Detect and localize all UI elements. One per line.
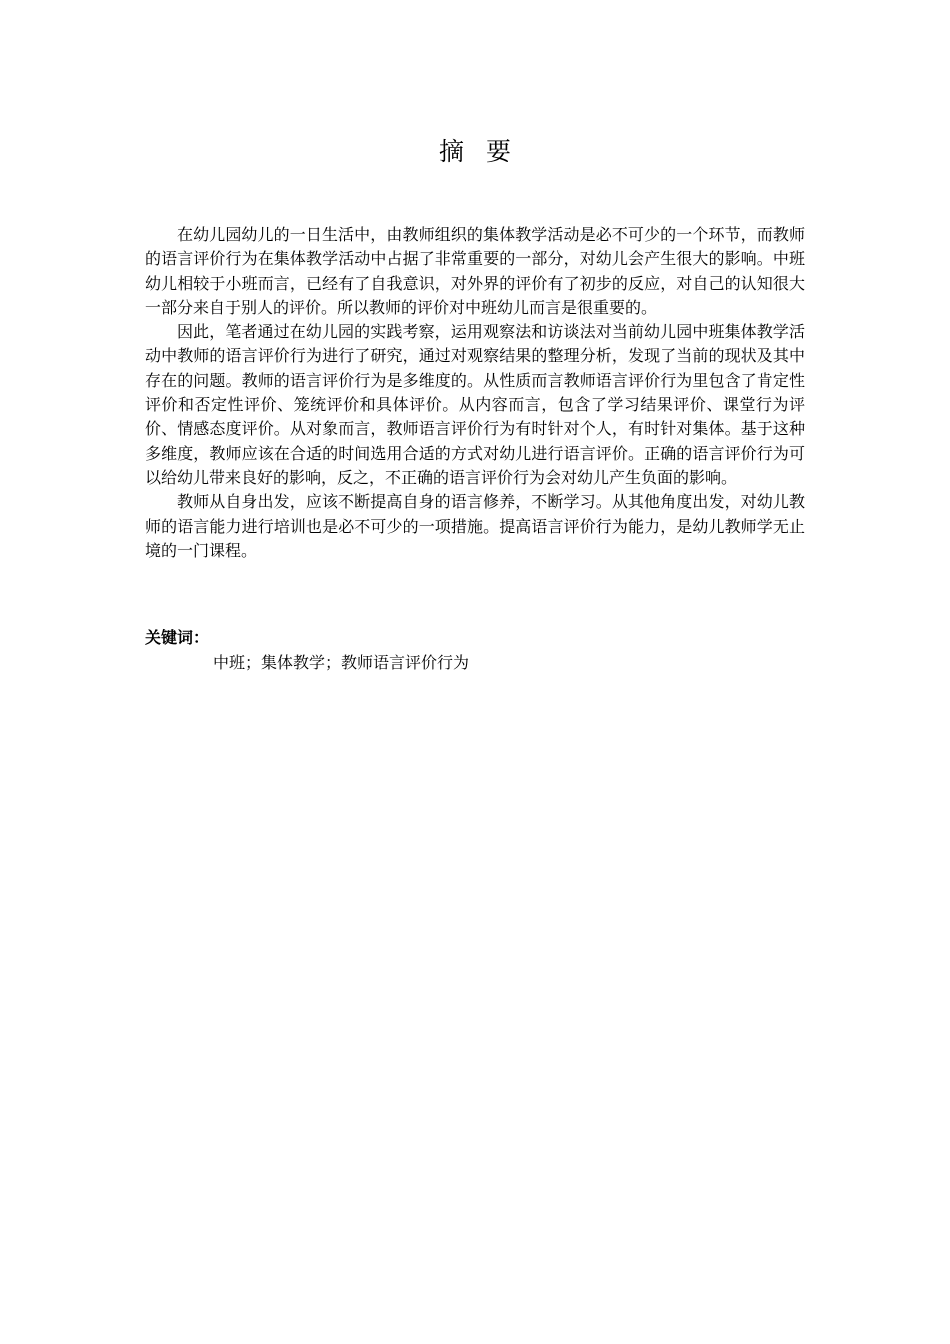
keywords-label: 关键词：: [145, 628, 210, 647]
abstract-title: 摘要: [438, 137, 533, 166]
abstract-paragraph-3: 教师从自身出发，应该不断提高自身的语言修养，不断学习。从其他角度出发，对幼儿教师的语言能力进行培训也是必不可少的一项措施。提高语言评价行为能力，是幼儿教师学无止境的一门课程。: [145, 492, 805, 560]
keywords-values: 中班；集体教学；教师语言评价行为: [213, 653, 470, 672]
abstract-paragraph-2: 因此，笔者通过在幼儿园的实践考察，运用观察法和访谈法对当前幼儿园中班集体教学活动中教师的语言评价行为进行了研究，通过对观察结果的整理分析，发现了当前的现状及其中存在的问题。教师的语言评价行为是多维度的。从性质而言教师语言评价行为里包含了肯定性评价和否定性评价、笼统评价和具体评价。从内容而言，包含了学习结果评价、课堂行为评价、情感态度评价。从对象而言，教师语言评价行为有时针对个人，有时针对集体。基于这种多维度，教师应该在合适的时间选用合适的方式对幼儿进行语言评价。正确的语言评价行为可以给幼儿带来良好的影响，反之，不正确的语言评价行为会对幼儿产生负面的影响。: [145, 322, 805, 487]
abstract-paragraph-1: 在幼儿园幼儿的一日生活中，由教师组织的集体教学活动是必不可少的一个环节，而教师的语言评价行为在集体教学活动中占据了非常重要的一部分，对幼儿会产生很大的影响。中班幼儿相较于小班而言，已经有了自我意识，对外界的评价有了初步的反应，对自己的认知很大一部分来自于别人的评价。所以教师的评价对中班幼儿而言是很重要的。: [145, 225, 805, 317]
abstract-body: [145, 223, 805, 563]
